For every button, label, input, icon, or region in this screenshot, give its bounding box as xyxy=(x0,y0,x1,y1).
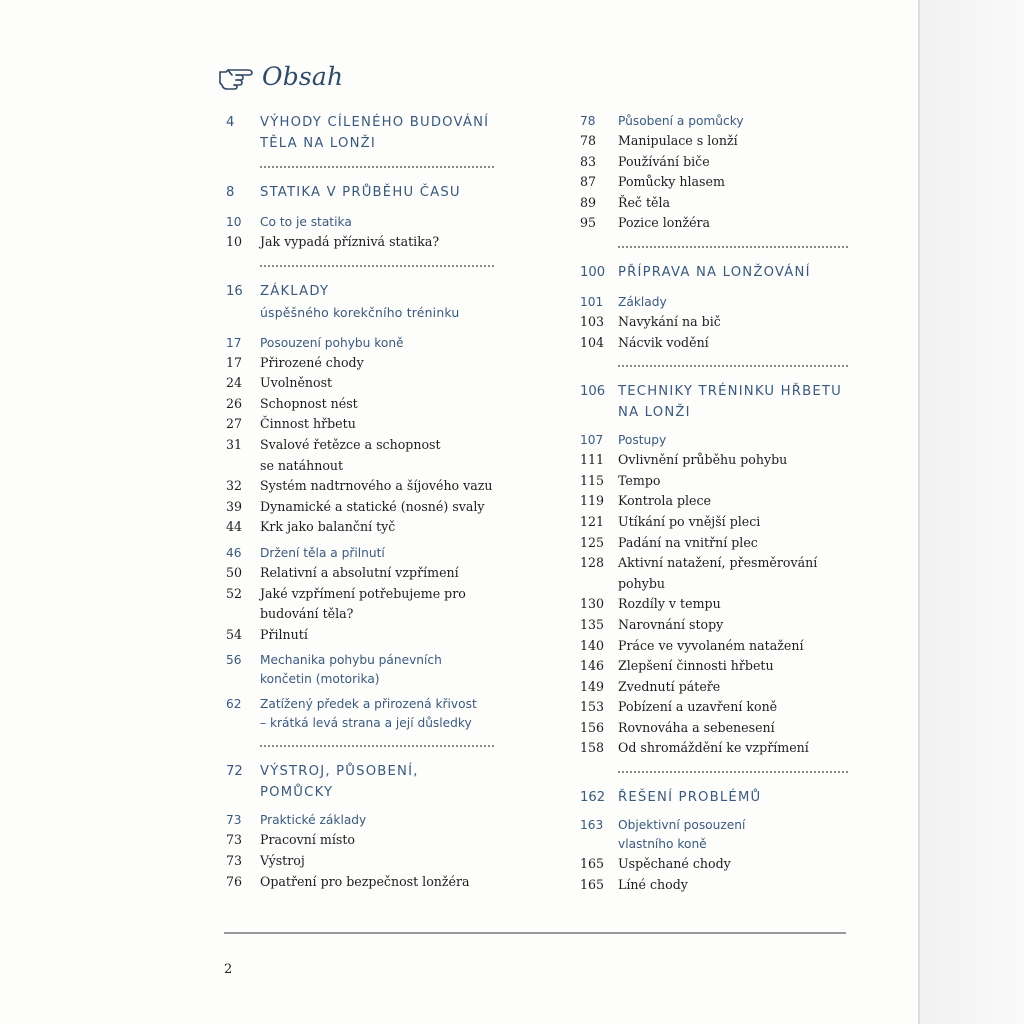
toc-section xyxy=(226,182,496,203)
toc-subsection xyxy=(226,811,496,830)
page-ref: 89 xyxy=(580,194,597,210)
section-title: TECHNIKY TRÉNINKU HŘBETU xyxy=(618,384,842,400)
toc-column-left xyxy=(226,112,496,892)
page-ref: 8 xyxy=(226,185,235,200)
item-title: Kontrola plece xyxy=(618,493,712,509)
item-title: Jaké vzpřímení potřebujeme pro xyxy=(260,585,466,601)
toc-heading xyxy=(218,62,343,91)
page-ref: 130 xyxy=(580,596,605,612)
toc-subsection xyxy=(226,213,496,232)
page-ref: 31 xyxy=(226,436,243,452)
page-ref: 125 xyxy=(580,534,605,550)
toc-item xyxy=(226,851,496,872)
page-ref: 149 xyxy=(580,678,605,694)
toc-item xyxy=(580,193,848,214)
toc-item xyxy=(580,553,848,594)
item-title: Pozice lonžéra xyxy=(618,215,711,231)
page-ref: 50 xyxy=(226,564,243,580)
toc-subsection xyxy=(580,112,848,131)
item-title: Rovnováha a sebenesení xyxy=(618,719,775,735)
subsection-title: Mechanika pohybu pánevních xyxy=(260,653,442,668)
toc-subsection xyxy=(226,544,496,563)
item-title: Zvednutí páteře xyxy=(618,678,721,694)
toc-item xyxy=(580,636,848,657)
item-title: Relativní a absolutní vzpřímení xyxy=(260,564,459,580)
subsection-title-line2: končetin (motorika) xyxy=(260,672,380,687)
subsection-title: Základy xyxy=(618,294,667,309)
item-title: Utíkání po vnější pleci xyxy=(618,513,761,529)
page-ref: 24 xyxy=(226,375,243,391)
page-ref: 106 xyxy=(580,384,606,400)
subsection-title: Postupy xyxy=(618,433,667,448)
toc-column-right xyxy=(580,112,848,895)
page-ref: 156 xyxy=(580,719,605,735)
item-title: Schopnost nést xyxy=(260,395,358,411)
page-ref: 17 xyxy=(226,335,242,350)
page-ref: 111 xyxy=(580,452,605,468)
page-ref: 101 xyxy=(580,294,604,309)
page-ref: 10 xyxy=(226,215,242,229)
item-title: Systém nadtrnového a šíjového vazu xyxy=(260,478,493,494)
subsection-title: Zatížený předek a přirozená křivost xyxy=(260,697,477,712)
item-title: Pomůcky hlasem xyxy=(618,174,725,190)
item-title: Přirozené chody xyxy=(260,354,364,370)
toc-item xyxy=(226,394,496,415)
page-ref: 163 xyxy=(580,818,604,833)
toc-item xyxy=(226,414,496,435)
item-title: Výstroj xyxy=(260,852,305,868)
toc-item xyxy=(580,533,848,554)
page-ref: 78 xyxy=(580,114,596,128)
section-title-line2: TĚLA NA LONŽI xyxy=(260,136,376,151)
dotted-divider xyxy=(618,365,848,367)
toc-item xyxy=(226,435,496,476)
toc-subsection xyxy=(580,816,848,854)
toc-item xyxy=(226,830,496,851)
page-ref: 95 xyxy=(580,215,597,231)
item-title-line2: se natáhnout xyxy=(260,457,344,473)
toc-section xyxy=(580,381,848,423)
page-ref: 72 xyxy=(226,764,243,780)
item-title: Pracovní místo xyxy=(260,832,355,848)
subsection-title: Držení těla a přilnutí xyxy=(260,545,385,560)
item-title: Krk jako balanční tyč xyxy=(260,519,396,535)
page-ref: 87 xyxy=(580,174,597,190)
item-title: Tempo xyxy=(618,472,661,488)
toc-section xyxy=(226,112,496,154)
dotted-divider xyxy=(618,771,848,773)
section-subtitle: úspěšného korekčního tréninku xyxy=(260,304,460,320)
page-ref: 78 xyxy=(580,133,597,148)
page-ref: 52 xyxy=(226,585,243,601)
pointing-hand-icon xyxy=(218,64,254,90)
item-title: Přilnutí xyxy=(260,626,308,642)
toc-item xyxy=(226,584,496,625)
subsection-title: Praktické základy xyxy=(260,813,367,828)
item-title: Líné chody xyxy=(618,876,688,892)
page-ref: 121 xyxy=(580,513,605,529)
page-ref: 153 xyxy=(580,699,605,715)
item-title: Narovnání stopy xyxy=(618,616,724,632)
toc-item xyxy=(580,172,848,193)
section-title: PŘÍPRAVA NA LONŽOVÁNÍ xyxy=(618,264,811,280)
toc-item xyxy=(580,656,848,677)
toc-item xyxy=(226,517,496,538)
dotted-divider xyxy=(260,265,494,267)
toc-subsection xyxy=(580,431,848,450)
page-ref: 135 xyxy=(580,616,605,632)
page-ref: 10 xyxy=(226,234,243,249)
toc-subsection xyxy=(226,334,496,353)
toc-item xyxy=(226,497,496,518)
page-ref: 73 xyxy=(226,852,243,868)
item-title: Používání biče xyxy=(618,153,710,169)
section-title-line2: NA LONŽI xyxy=(618,405,691,421)
page-ref: 83 xyxy=(580,153,597,169)
item-title: Rozdíly v tempu xyxy=(618,596,721,612)
item-title: Zlepšení činnosti hřbetu xyxy=(618,658,774,674)
dotted-divider xyxy=(260,166,494,168)
page-ref: 32 xyxy=(226,478,243,494)
toc-item xyxy=(226,476,496,497)
toc-item xyxy=(580,875,848,896)
footer-rule xyxy=(224,932,846,934)
page-title: Obsah xyxy=(262,62,344,91)
item-title: Aktivní natažení, přesměrování pohybu xyxy=(618,555,818,591)
toc-item xyxy=(226,353,496,374)
page-ref: 62 xyxy=(226,697,242,712)
page-ref: 17 xyxy=(226,354,243,370)
next-page-edge xyxy=(920,0,1024,1024)
toc-item xyxy=(580,450,848,471)
page-ref: 165 xyxy=(580,856,605,872)
section-title: VÝSTROJ, PŮSOBENÍ, xyxy=(260,764,419,780)
page-ref: 54 xyxy=(226,626,243,642)
page-ref: 44 xyxy=(226,519,243,535)
subsection-title: Co to je statika xyxy=(260,215,352,229)
toc-subsection xyxy=(580,293,848,312)
toc-item xyxy=(580,594,848,615)
item-title: Jak vypadá příznivá statika? xyxy=(260,234,440,249)
toc-section xyxy=(226,281,496,324)
toc-item xyxy=(580,677,848,698)
page-ref: 73 xyxy=(226,813,242,828)
page-ref: 103 xyxy=(580,313,605,329)
toc-item xyxy=(580,471,848,492)
toc-subsection xyxy=(226,651,496,689)
toc-item xyxy=(226,563,496,584)
toc-section xyxy=(580,262,848,283)
subsection-title: Působení a pomůcky xyxy=(618,114,744,128)
toc-item xyxy=(580,213,848,234)
item-title: Od shromáždění ke vzpřímení xyxy=(618,740,809,756)
section-title: STATIKA V PRŮBĚHU ČASU xyxy=(260,185,461,200)
item-title: Práce ve vyvolaném natažení xyxy=(618,637,804,653)
item-title: Opatření pro bezpečnost lonžéra xyxy=(260,873,470,889)
toc-item xyxy=(580,333,848,354)
page-ref: 115 xyxy=(580,472,605,488)
page-ref: 104 xyxy=(580,334,605,350)
toc-item xyxy=(580,312,848,333)
page-ref: 39 xyxy=(226,498,243,514)
toc-item xyxy=(580,697,848,718)
dotted-divider xyxy=(260,745,494,747)
toc-item xyxy=(580,512,848,533)
section-title: ŘEŠENÍ PROBLÉMŮ xyxy=(618,790,762,806)
toc-section xyxy=(580,787,848,808)
page-ref: 56 xyxy=(226,653,242,668)
item-title: Pobízení a uzavření koně xyxy=(618,699,778,715)
toc-item xyxy=(580,738,848,759)
item-title: Dynamické a statické (nosné) svaly xyxy=(260,498,485,514)
toc-item xyxy=(580,615,848,636)
toc-item xyxy=(580,131,848,152)
toc-item xyxy=(580,854,848,875)
page-ref: 140 xyxy=(580,637,605,653)
page-ref: 119 xyxy=(580,493,605,509)
section-title: VÝHODY CÍLENÉHO BUDOVÁNÍ xyxy=(260,115,490,130)
item-title-line2: budování těla? xyxy=(260,606,354,622)
item-title: Uspěchané chody xyxy=(618,856,731,872)
item-title: Manipulace s lonží xyxy=(618,133,738,148)
page-ref: 107 xyxy=(580,433,604,448)
toc-item xyxy=(580,152,848,173)
item-title: Svalové řetězce a schopnost xyxy=(260,436,441,452)
toc-item xyxy=(226,232,496,253)
toc-item xyxy=(226,872,496,893)
toc-section xyxy=(226,761,496,803)
toc-item xyxy=(226,625,496,646)
item-title: Ovlivnění průběhu pohybu xyxy=(618,452,788,468)
page-ref: 146 xyxy=(580,658,605,674)
item-title: Padání na vnitřní plec xyxy=(618,534,758,550)
item-title: Nácvik vodění xyxy=(618,334,709,350)
page-ref: 26 xyxy=(226,395,243,411)
page-ref: 46 xyxy=(226,545,242,560)
dotted-divider xyxy=(618,246,848,248)
item-title: Uvolněnost xyxy=(260,375,333,391)
page-ref: 16 xyxy=(226,283,243,299)
page-ref: 162 xyxy=(580,790,606,806)
page-ref: 100 xyxy=(580,264,606,280)
toc-item xyxy=(580,491,848,512)
item-title: Navykání na bič xyxy=(618,313,721,329)
page-ref: 128 xyxy=(580,555,605,571)
toc-subsection xyxy=(226,695,496,733)
subsection-title-line2: – krátká levá strana a její důsledky xyxy=(260,716,472,731)
subsection-title: Posouzení pohybu koně xyxy=(260,335,404,350)
subsection-title-line2: vlastního koně xyxy=(618,837,707,852)
page-ref: 4 xyxy=(226,115,235,130)
toc-item xyxy=(580,718,848,739)
subsection-title: Objektivní posouzení xyxy=(618,818,746,833)
page-ref: 73 xyxy=(226,832,243,848)
page-number: 2 xyxy=(224,962,233,977)
item-title: Činnost hřbetu xyxy=(260,416,356,432)
section-title: ZÁKLADY xyxy=(260,283,330,299)
page-ref: 158 xyxy=(580,740,605,756)
page-ref: 165 xyxy=(580,876,605,892)
page-ref: 27 xyxy=(226,416,243,432)
page-ref: 76 xyxy=(226,873,243,889)
item-title: Řeč těla xyxy=(618,194,671,210)
toc-item xyxy=(226,373,496,394)
section-title-line2: POMŮCKY xyxy=(260,785,334,801)
